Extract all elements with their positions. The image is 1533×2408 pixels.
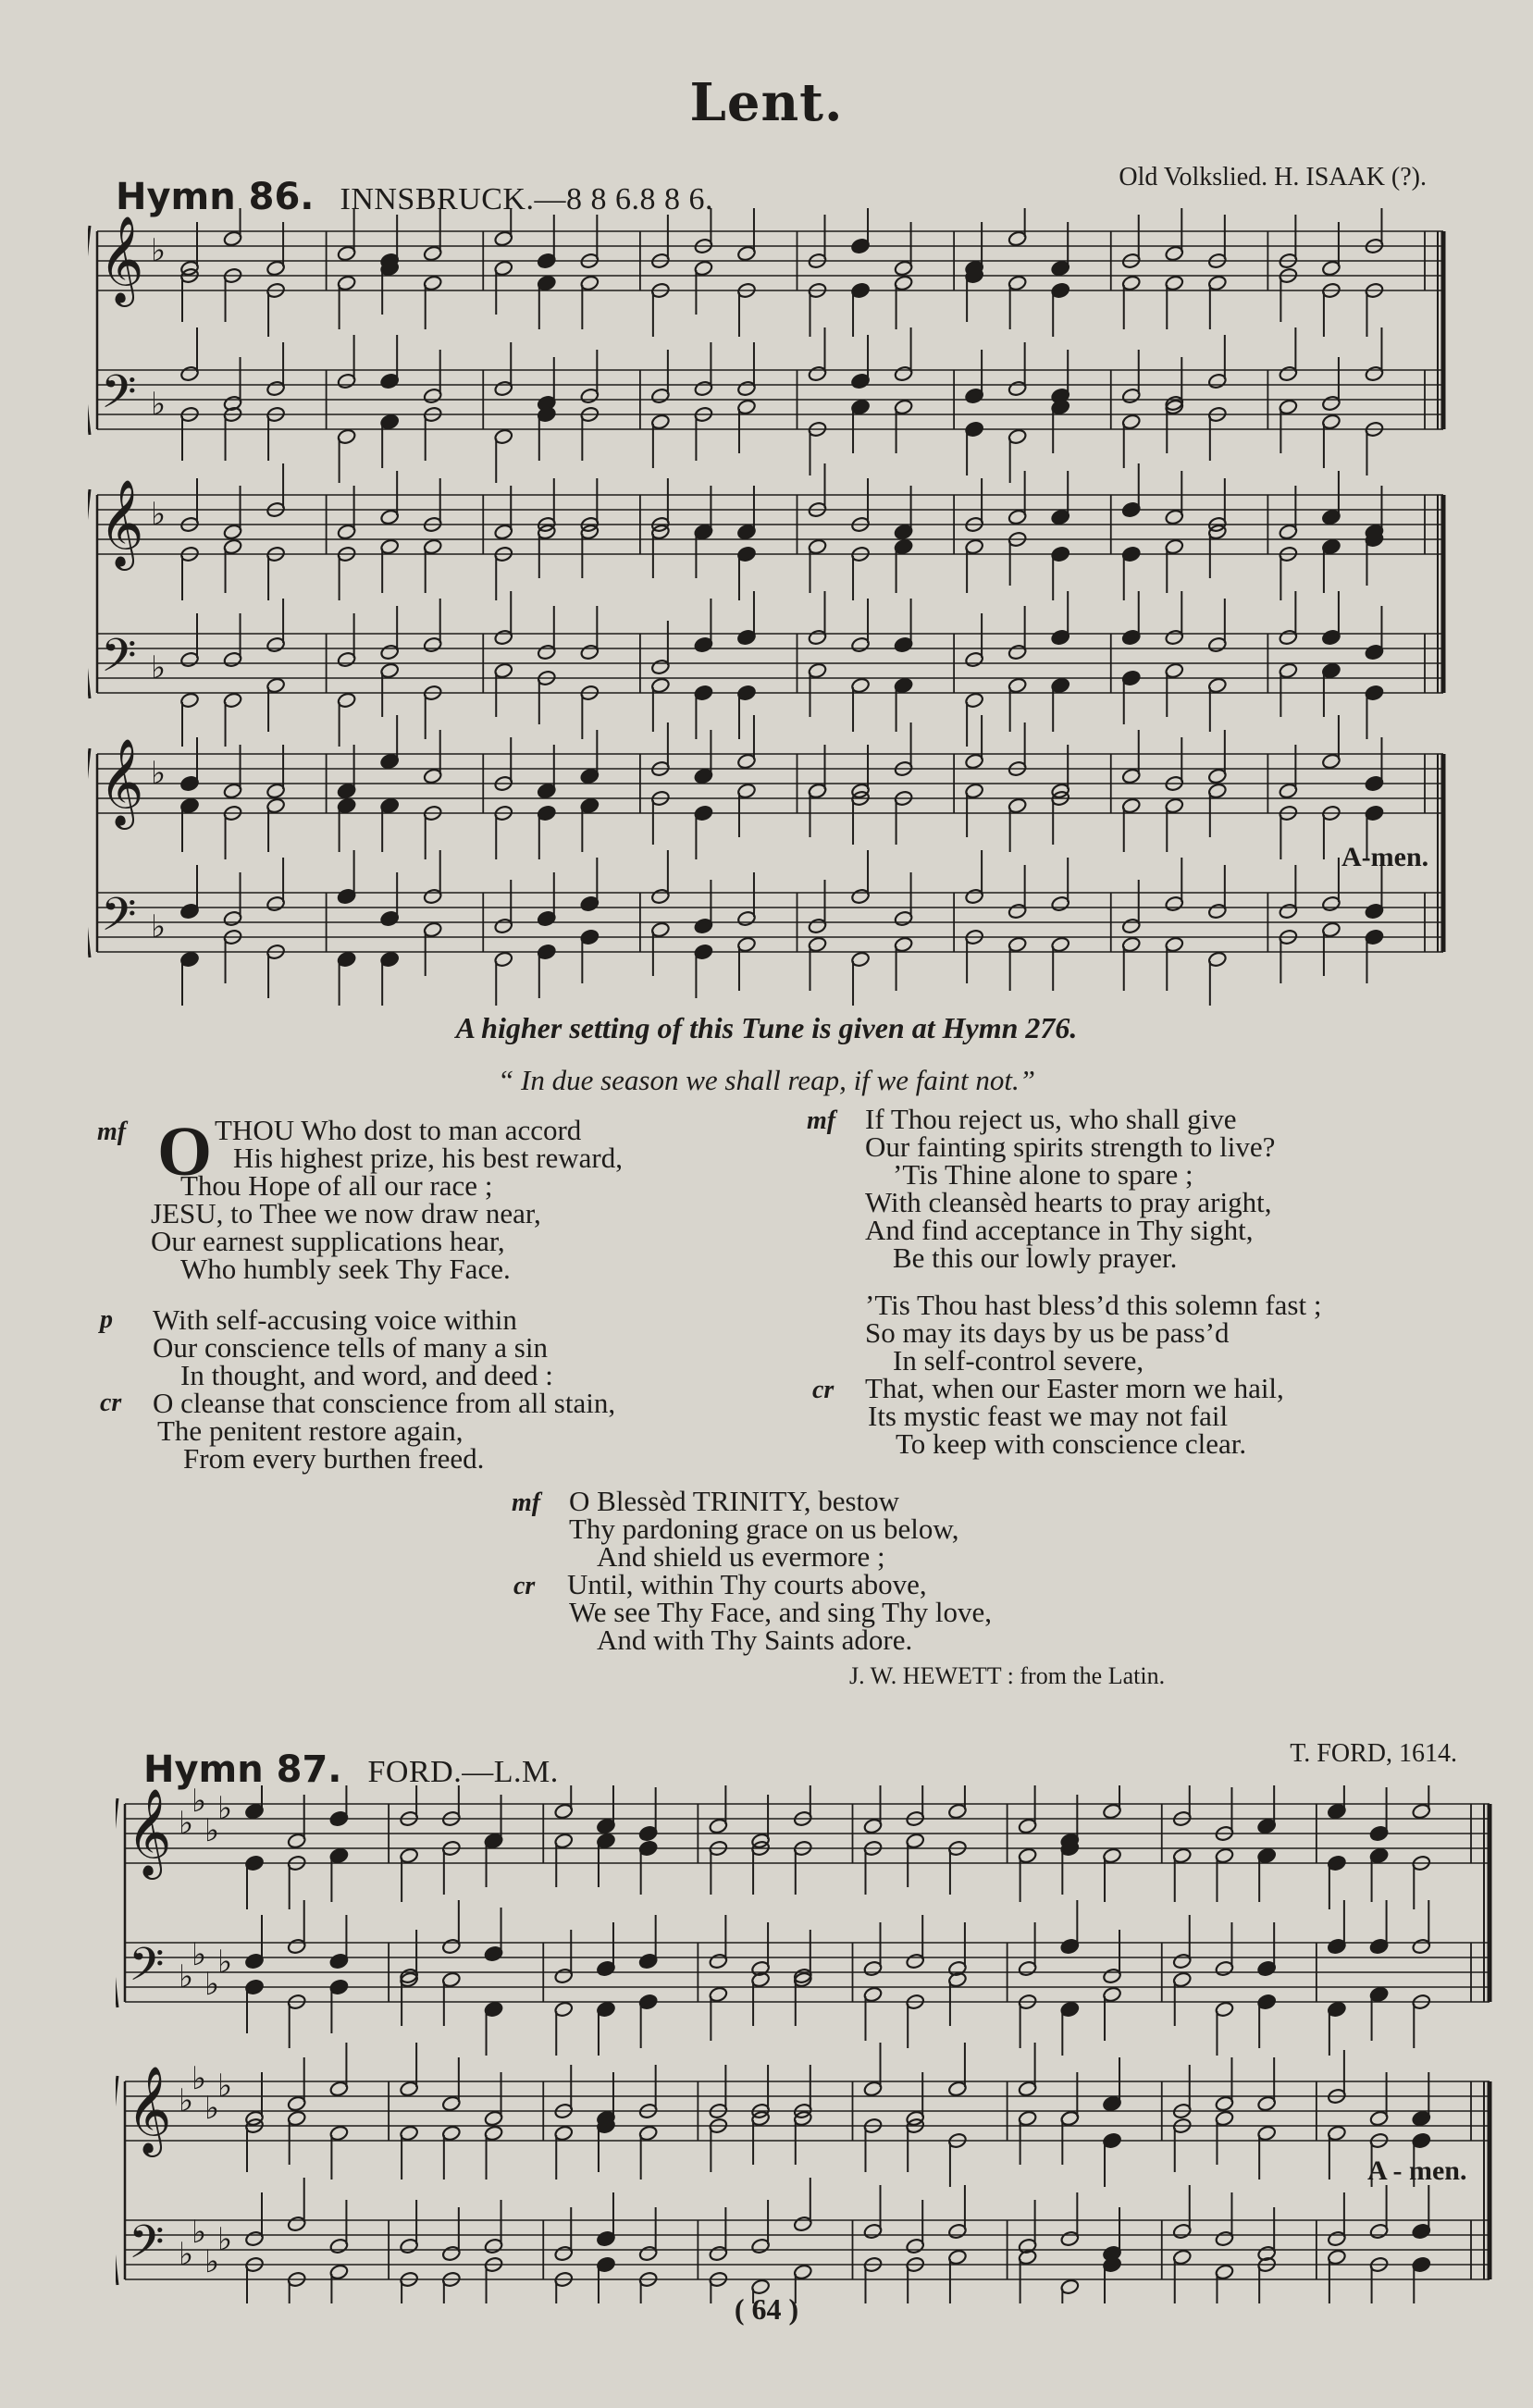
verse-line: ’Tis Thou hast bless’d this solemn fast ; bbox=[865, 1289, 1322, 1321]
flat-sign: ♭ bbox=[151, 649, 167, 686]
flat-sign: ♭ bbox=[179, 2236, 194, 2273]
dynamic-mark: mf bbox=[807, 1106, 836, 1135]
hymn-87-tune: FORD.—L.M. bbox=[367, 1755, 559, 1789]
bass-clef-icon: 𝄢 bbox=[129, 2216, 165, 2280]
flat-sign: ♭ bbox=[192, 1785, 207, 1820]
verse-line: The penitent restore again, bbox=[157, 1414, 464, 1447]
dynamic-mark: mf bbox=[97, 1118, 127, 1146]
hymn-87-attribution: T. FORD, 1614. bbox=[1290, 1739, 1457, 1768]
treble-staff bbox=[97, 754, 1443, 813]
verse-line: Our fainting spirits strength to live? bbox=[865, 1130, 1276, 1163]
drop-cap: O bbox=[157, 1113, 213, 1191]
flat-sign: ♭ bbox=[217, 1944, 233, 1981]
hymn-86-tune: INNSBRUCK.—8 8 6.8 8 6. bbox=[340, 182, 713, 216]
bass-staff bbox=[97, 893, 1443, 952]
treble-staff bbox=[125, 2081, 1490, 2141]
dynamic-mark: cr bbox=[100, 1389, 122, 1417]
flat-sign: ♭ bbox=[151, 496, 167, 533]
verse-line: To keep with conscience clear. bbox=[896, 1427, 1247, 1460]
treble-clef-icon: 𝄞 bbox=[127, 2066, 172, 2154]
bass-clef-icon: 𝄢 bbox=[101, 629, 137, 694]
hymn-86-attribution: Old Volkslied. H. ISAAK (?). bbox=[1119, 163, 1427, 191]
verse-line: Our conscience tells of many a sin bbox=[153, 1331, 548, 1364]
bass-clef-icon: 𝄢 bbox=[129, 1938, 165, 2003]
bass-staff bbox=[97, 634, 1443, 693]
bass-staff bbox=[97, 370, 1443, 429]
verse-2 bbox=[93, 1303, 759, 1482]
verse-line: And shield us evermore ; bbox=[597, 1540, 885, 1573]
tune-note: A higher setting of this Tune is given at Hymn 276. bbox=[455, 1011, 1078, 1044]
flat-sign: ♭ bbox=[151, 386, 167, 423]
verse-1 bbox=[93, 1113, 759, 1292]
hymn-87-amen: A - men. bbox=[1367, 2155, 1467, 2186]
verse-line: And with Thy Saints adore. bbox=[597, 1624, 913, 1656]
flat-sign: ♭ bbox=[217, 2221, 233, 2258]
flat-sign: ♭ bbox=[151, 232, 167, 269]
dynamic-mark: mf bbox=[512, 1488, 541, 1517]
verse-line: And find acceptance in Thy sight, bbox=[865, 1214, 1254, 1246]
treble-clef-icon: 𝄞 bbox=[99, 738, 144, 826]
treble-clef-icon: 𝄞 bbox=[99, 216, 144, 303]
flat-sign: ♭ bbox=[204, 2243, 220, 2280]
verse-4 bbox=[805, 1291, 1471, 1467]
verse-line: Our earnest supplications hear, bbox=[151, 1225, 505, 1257]
flat-sign: ♭ bbox=[204, 1966, 220, 2003]
verse-line: JESU, to Thee we now draw near, bbox=[151, 1197, 541, 1229]
verse-line: O Blessèd TRINITY, bestow bbox=[569, 1485, 900, 1517]
flat-sign: ♭ bbox=[192, 1936, 207, 1973]
dynamic-mark: p bbox=[100, 1305, 113, 1334]
verse-line: O cleanse that conscience from all stain, bbox=[153, 1387, 616, 1419]
flat-sign: ♭ bbox=[192, 2214, 207, 2251]
hymn-87-number: Hymn 87. bbox=[143, 1748, 342, 1791]
verse-line: In self-control severe, bbox=[893, 1344, 1144, 1377]
page-number: ( 64 ) bbox=[734, 2292, 799, 2326]
bass-clef-icon: 𝄢 bbox=[101, 365, 137, 430]
verse-line: Who humbly seek Thy Face. bbox=[180, 1253, 511, 1285]
epigraph: “ In due season we shall reap, if we faint not.” bbox=[498, 1064, 1035, 1096]
verse-line: Thy pardoning grace on us below, bbox=[569, 1513, 959, 1545]
bass-clef-icon: 𝄢 bbox=[101, 888, 137, 953]
flat-sign: ♭ bbox=[217, 1790, 233, 1827]
verse-5 bbox=[509, 1485, 1175, 1663]
flat-sign: ♭ bbox=[179, 2082, 194, 2119]
flat-sign: ♭ bbox=[204, 2090, 220, 2127]
verse-line: His highest prize, his best reward, bbox=[233, 1142, 623, 1174]
verse-line: With self-accusing voice within bbox=[153, 1303, 517, 1336]
verse-line: Its mystic feast we may not fail bbox=[868, 1400, 1229, 1432]
hymn-86-amen: A-men. bbox=[1341, 842, 1429, 872]
verse-line: In thought, and word, and deed : bbox=[180, 1359, 553, 1391]
treble-staff bbox=[97, 231, 1443, 290]
verse-line: From every burthen freed. bbox=[183, 1442, 485, 1475]
flat-sign: ♭ bbox=[192, 2060, 207, 2097]
flat-sign: ♭ bbox=[151, 908, 167, 945]
dynamic-mark: cr bbox=[513, 1572, 536, 1600]
flat-sign: ♭ bbox=[204, 1812, 220, 1849]
treble-clef-icon: 𝄞 bbox=[99, 479, 144, 567]
verse-line: That, when our Easter morn we hail, bbox=[865, 1372, 1284, 1404]
verse-line: If Thou reject us, who shall give bbox=[865, 1103, 1237, 1135]
verse-3 bbox=[805, 1105, 1471, 1281]
verse-line: Until, within Thy courts above, bbox=[567, 1568, 927, 1600]
treble-staff bbox=[97, 495, 1443, 554]
verse-line: ’Tis Thine alone to spare ; bbox=[893, 1158, 1193, 1191]
verse-line: Thou Hope of all our race ; bbox=[180, 1169, 493, 1202]
verse-line: With cleansèd hearts to pray aright, bbox=[865, 1186, 1272, 1218]
treble-clef-icon: 𝄞 bbox=[127, 1788, 172, 1876]
hymn-86-score bbox=[88, 208, 1457, 1022]
verse-line: THOU Who dost to man accord bbox=[215, 1114, 582, 1146]
flat-sign: ♭ bbox=[179, 1958, 194, 1995]
verse-line: So may its days by us be pass’d bbox=[865, 1316, 1230, 1349]
flat-sign: ♭ bbox=[179, 1805, 194, 1842]
dynamic-mark: cr bbox=[812, 1376, 834, 1404]
flat-sign: ♭ bbox=[151, 755, 167, 792]
hymn-87-score bbox=[116, 1785, 1503, 2303]
bass-staff bbox=[125, 1943, 1490, 2002]
translator-credit: J. W. HEWETT : from the Latin. bbox=[849, 1662, 1166, 1689]
flat-sign: ♭ bbox=[217, 2068, 233, 2105]
hymn-86-number: Hymn 86. bbox=[116, 176, 315, 218]
verse-line: We see Thy Face, and sing Thy love, bbox=[569, 1596, 992, 1628]
section-title: Lent. bbox=[689, 72, 844, 133]
verse-line: Be this our lowly prayer. bbox=[893, 1241, 1178, 1274]
